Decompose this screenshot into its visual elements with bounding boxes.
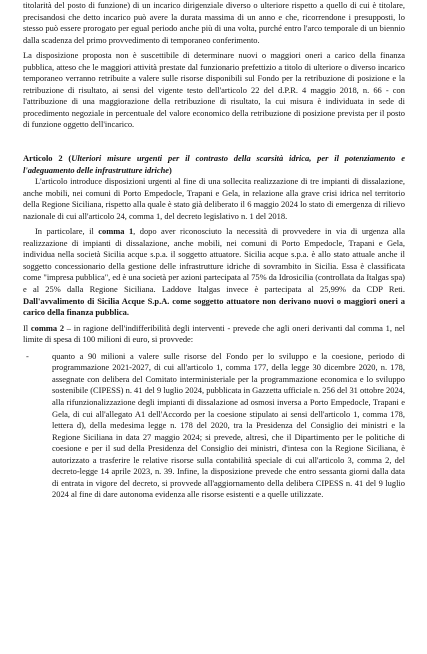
list-dash: - [26,350,29,361]
article-title: Ulteriori misure urgenti per il contrasto della scarsità idrica, per il potenziamento e l'adeguamento delle infrastrutture idriche [23,153,405,175]
article-title-close: ) [169,164,172,175]
article-paragraph-3: Il comma 2 – in ragione dell'indifferibilità degli interventi - prevede che agli oneri derivanti dal comma 1, nel limite di spesa di 100 milioni di euro, si provvede: [23,322,405,345]
list-item-text: quanto a 90 milioni a valere sulle risorse del Fondo per lo sviluppo e la coesione, periodo di programmazione 2021-2027, di cui all'articolo 1, comma 177, della legge 30 dicembre 2020, n. 178, assegnate con delibera del Comitato interministeriale per la programmazione economica e lo sviluppo sostenibile (CIPESS) n. 41 del 9 luglio 2024, pubblicata in Gazzetta ufficiale n. 256 del 31 ottobre 2024, alla rifunzionalizzazione degli impianti di dissalazione ad osmosi inversa a Porto Empedocle, Trapani e Gela, di cui all'allegato A1 dell'Accordo per la coesione stipulato ai sensi dell'articolo 1, comma 178, lettera d), della medesima legge n. 178 del 2020, tra la Presidenza del Consiglio dei ministri e la Regione Siciliana in data 27 maggio 2024; si prevede, altresì, che il Dipartimento per le politiche di coesione e per il sud della Presidenza del Consiglio dei ministri, d'intesa con la Regione Siciliana, è autorizzato a trasferire le relative risorse sulla contabilità speciale di cui all'articolo 3, comma 2, del decreto-legge 14 aprile 2023, n. 39. Infine, la disposizione prevede che entro sessanta giorni dalla data di entrata in vigore del decreto, si provvede all'aggiornamento della delibera CIPESS n. 41 del 9 luglio 2024 al fine di dare autonoma evidenza alle risorse esistenti e a quelle utilizzate. [52,350,405,500]
comma-1-label: comma 1 [98,226,134,237]
article-paragraph-1: L'articolo introduce disposizioni urgenti al fine di una sollecita realizzazione di tre impianti di dissalazione, anche mobili, nei comuni di Porto Empedocle, Trapani e Gela, in relazione alla grave crisi idrica nel territorio della Regione Siciliana, rispetto alla quale è stato già deliberato il 6 maggio 2024 lo stato di emergenza di rilievo nazionale di cui all'articolo 24, comma 1, del decreto legislativo n. 1 del 2018. [23,176,405,221]
article-paragraph-2: In particolare, il comma 1, dopo aver riconosciuto la necessità di provvedere in via di urgenza alla realizzazione di impianti di dissalazione, anche mobili, nei comuni di Porto Empedocle, Trapani e Gela, individua nella società Sicilia acque s.p.a. il soggetto attuatore. Sicilia acque s.p.a. è allo stato attuale anche il soggetto concessionario della gestione delle infrastrutture idriche di sovrambito in Sicilia. Essa è classificata come "impresa pubblica", ed è una società per azioni partecipata al 75% da Idrosicilia (controllata da Italgas spa) e al 25% dalla Regione Siciliana. Laddove Italgas invece è partecipata al 25,99% da CDP Reti. Dall'avvalimento di Sicilia Acque S.p.A. come soggetto attuatore non derivano nuovi o maggiori oneri a carico della finanza pubblica. [23,226,405,318]
intro-paragraph-1: titolarità del posto di funzione) di un incarico dirigenziale diverso o ulteriore rispetto a quello di cui è titolare, precisandosi che detto incarico può avere la durata massima di un anno e che, ricorrendone i presupposti, lo stesso può essere prorogato per egual periodo anche più di una volta, purché entro l'arco temporale di un biennio dalla scadenza del primo provvedimento di temporaneo conferimento. [23,0,405,45]
intro-paragraph-2: La disposizione proposta non è suscettibile di determinare nuovi o maggiori oneri a carico della finanza pubblica, atteso che le maggiori attività prestate dal funzionario prefettizio a titolo di ulteriore o diverso incarico temporaneo verranno retribuite a valere sulle risorse disponibili sul Fondo per la retribuzione di posizione e la retribuzione di risultato, ai sensi del vigente testo dell'articolo 22 del d.P.R. 4 maggio 2018, n. 66 - con l'attribuzione di una maggiorazione della retribuzione di risultato, la cui misura è individuata in sede di procedimento negoziale in percentuale del valore economico della retribuzione di posizione prevista per il posto di funzione oggetto dell'incarico. [23,50,405,130]
list-item [23,351,405,501]
article-title-open: ( [62,153,72,164]
article-label: Articolo 2 [23,153,63,164]
article-2-heading [23,153,405,176]
comma-1-no-charges: Dall'avvalimento di Sicilia Acque S.p.A. come soggetto attuatore non derivano nuovi o maggiori oneri a carico della finanza pubblica. [23,295,405,318]
comma-2-label: comma 2 [30,322,65,333]
